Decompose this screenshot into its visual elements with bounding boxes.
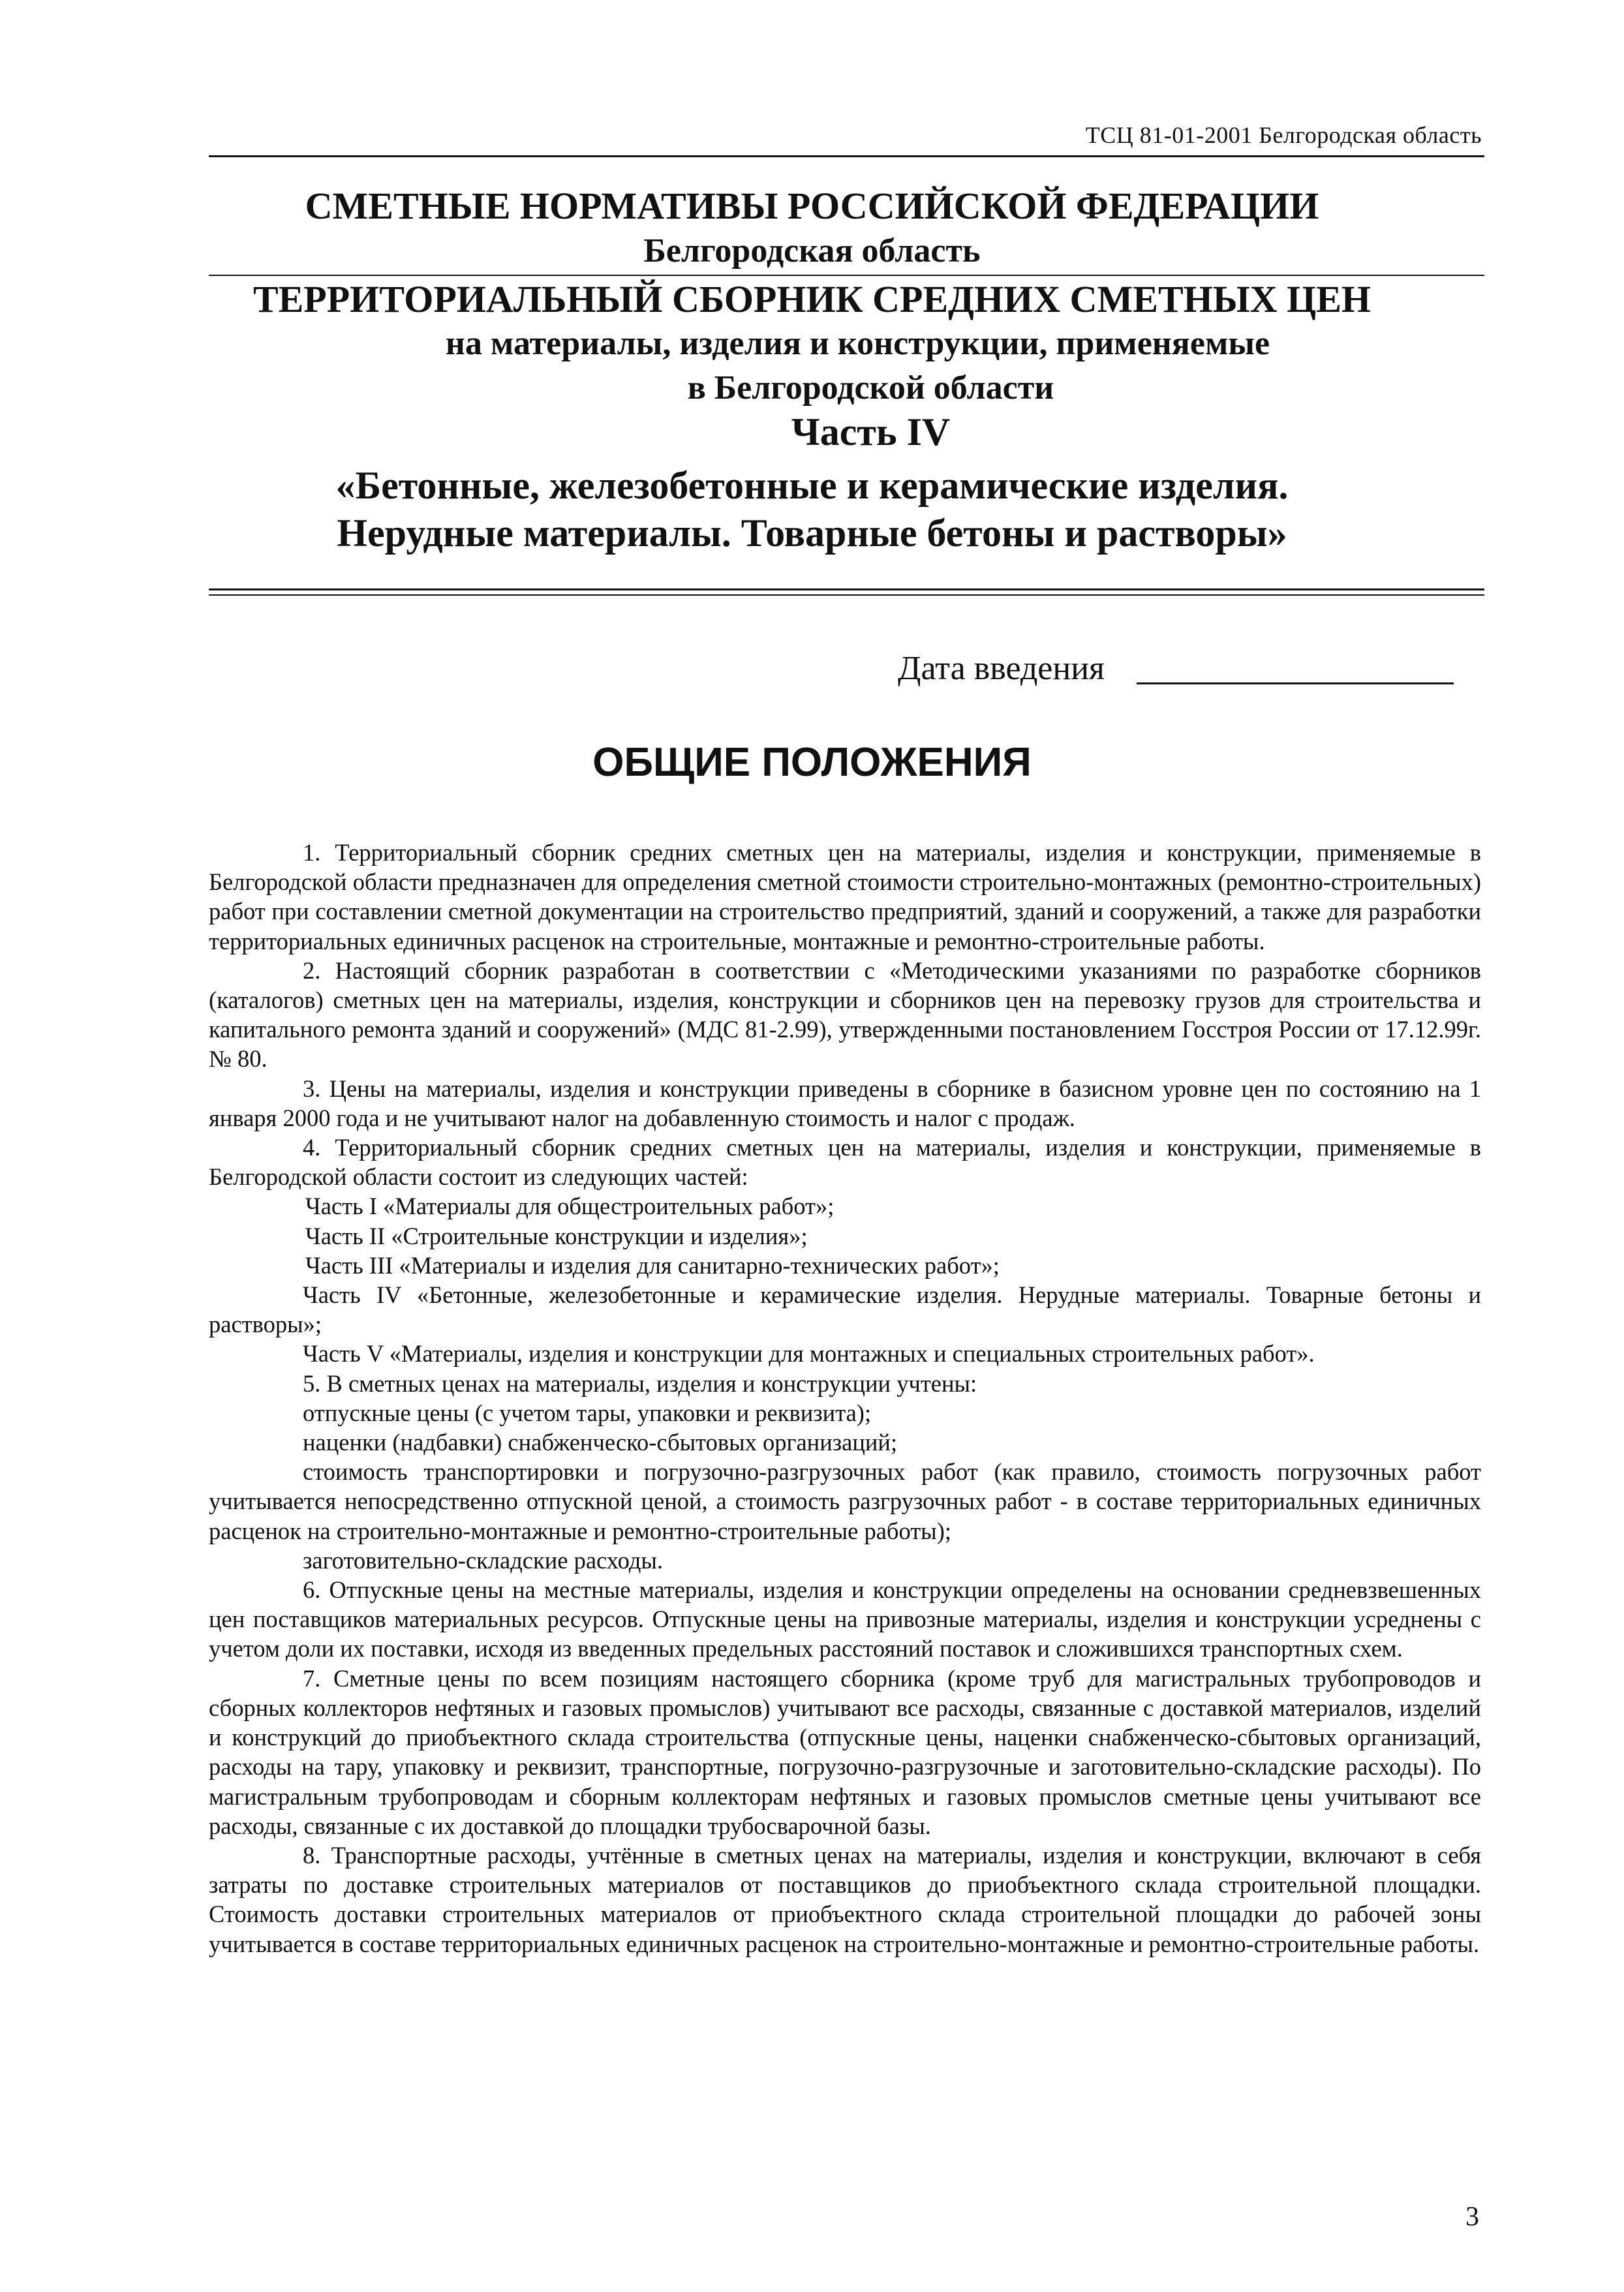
- date-label: Дата введения: [898, 650, 1105, 687]
- list-item: стоимость транспортировки и погрузочно-разгрузочных работ (как правило, стоимость погрузочных работ учитывается непосредственно отпускной ценой, а стоимость разгрузочных работ - в составе территориальных единичных расценок на строительно-монтажные и ремонтно-строительные работы);: [209, 1458, 1481, 1544]
- header-rule: [209, 155, 1484, 157]
- title-line-1: СМЕТНЫЕ НОРМАТИВЫ РОССИЙСКОЙ ФЕДЕРАЦИИ: [305, 185, 1319, 227]
- list-item: наценки (надбавки) снабженческо-сбытовых организаций;: [303, 1429, 898, 1456]
- paragraph: 7. Сметные цены по всем позициям настоящего сборника (кроме труб для магистральных трубопроводов и сборных коллекторов нефтяных и газовых промыслов) учитывают все расходы, связанные с доставкой материалов, изделий и конструкций до приобъектного склада строительства (отпускные цены, наценки снабженческо-сбытовых организаций, расходы на тару, упаковку и реквизит, транспортные, погрузочно-разгрузочные и заготовительно-складские расходы). По магистральным трубопроводам и сборным коллекторам нефтяных и газовых промыслов сметные цены учитывают все расходы, связанные с их доставкой до площадки трубосварочной базы.: [209, 1664, 1481, 1839]
- title-line-2: Белгородская область: [643, 232, 981, 269]
- paragraph: 2. Настоящий сборник разработан в соответствии с «Методическими указаниями по разработке сборников (каталогов) сметных цен на материалы, изделия, конструкции и сборников цен на перевозку грузов для строительства и капитального ремонта зданий и сооружений» (МДС 81-2.99), утвержденными постановлением Госстроя России от 17.12.99г. № 80.: [209, 956, 1481, 1073]
- list-item: заготовительно-складские расходы.: [303, 1546, 664, 1574]
- body-text: [209, 838, 1481, 1959]
- list-item: Часть II «Строительные конструкции и изделия»;: [305, 1222, 808, 1249]
- section-title: ОБЩИЕ ПОЛОЖЕНИЯ: [592, 740, 1032, 785]
- list-item: отпускные цены (с учетом тары, упаковки и реквизита);: [303, 1399, 872, 1426]
- double-rule-bottom: [209, 594, 1484, 596]
- list-item: Часть V «Материалы, изделия и конструкции для монтажных и специальных строительных работ».: [303, 1340, 1315, 1368]
- list-item: Часть III «Материалы и изделия для санитарно-технических работ»;: [305, 1251, 1000, 1279]
- title-line-8: Нерудные материалы. Товарные бетоны и растворы»: [337, 512, 1287, 555]
- list-item: Часть I «Материалы для общестроительных работ»;: [305, 1193, 835, 1220]
- title-divider-rule: [209, 275, 1484, 276]
- paragraph: 4. Территориальный сборник средних сметных цен на материалы, изделия и конструкции, применяемые в Белгородской области состоит из следующих частей:: [209, 1134, 1481, 1191]
- page-number: 3: [1465, 2202, 1479, 2232]
- paragraph: 3. Цены на материалы, изделия и конструкции приведены в сборнике в базисном уровне цен по состоянию на 1 января 2000 года и не учитывают налог на добавленную стоимость и налог с продаж.: [209, 1075, 1481, 1131]
- title-line-4: на материалы, изделия и конструкции, применяемые: [445, 325, 1270, 362]
- paragraph: 5. В сметных ценах на материалы, изделия и конструкции учтены:: [303, 1369, 977, 1397]
- title-line-6: Часть IV: [791, 410, 951, 453]
- paragraph: 8. Транспортные расходы, учтённые в сметных ценах на материалы, изделия и конструкции, включают в себя затраты по доставке строительных материалов от поставщиков до приобъектного склада строительной площадки. Стоимость доставки строительных материалов от приобъектного склада строительной площадки до рабочей зоны учитывается в составе территориальных единичных расценок на строительно-монтажные и ремонтно-строительные работы.: [209, 1841, 1481, 1957]
- title-line-7: «Бетонные, железобетонные и керамические изделия.: [335, 464, 1289, 507]
- date-blank-line: [1137, 682, 1454, 684]
- title-line-3: ТЕРРИТОРИАЛЬНЫЙ СБОРНИК СРЕДНИХ СМЕТНЫХ ЦЕН: [253, 278, 1371, 320]
- double-rule-top: [209, 588, 1484, 590]
- paragraph: 1. Территориальный сборник средних сметных цен на материалы, изделия и конструкции, применяемые в Белгородской области предназначен для определения сметной стоимости строительно-монтажных (ремонтно-строительных) работ при составлении сметной документации на строительство предприятий, зданий и сооружений, а также для разработки территориальных единичных расценок на строительные, монтажные и ремонтно-строительные работы.: [209, 839, 1481, 955]
- list-item: Часть IV «Бетонные, железобетонные и керамические изделия. Нерудные материалы. Товарные бетоны и растворы»;: [209, 1281, 1481, 1338]
- running-header: ТСЦ 81-01-2001 Белгородская область: [1085, 122, 1482, 148]
- title-line-5: в Белгородской области: [687, 369, 1054, 406]
- paragraph: 6. Отпускные цены на местные материалы, изделия и конструкции определены на основании средневзвешенных цен поставщиков материальных ресурсов. Отпускные цены на привозные материалы, изделия и конструкции усреднены с учетом доли их поставки, исходя из введенных предельных расстояний поставок и сложившихся транспортных схем.: [209, 1576, 1481, 1662]
